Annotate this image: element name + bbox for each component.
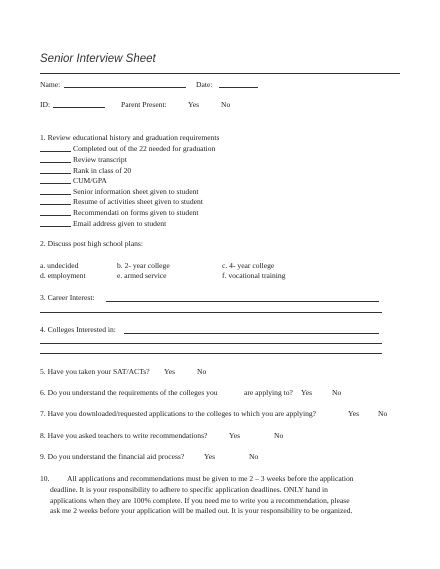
- career-interest-line[interactable]: [106, 301, 379, 302]
- checklist-item: Recommendati on forms given to student: [73, 208, 199, 217]
- q5-no[interactable]: No: [197, 367, 207, 376]
- q10-line: applications when they are 100% complete. If you need me to write you a recommendation, please: [50, 496, 350, 505]
- plan-option-vocational[interactable]: f. vocational training: [222, 271, 286, 280]
- id-label: ID:: [40, 100, 51, 109]
- page-title: Senior Interview Sheet: [40, 53, 156, 65]
- q8-no[interactable]: No: [274, 431, 284, 440]
- q6-yes[interactable]: Yes: [301, 388, 313, 397]
- q9-yes[interactable]: Yes: [204, 452, 216, 461]
- id-field[interactable]: [53, 100, 105, 108]
- section1-heading: 1. Review educational history and graduation requirements: [40, 133, 220, 142]
- checklist-blank[interactable]: [40, 208, 71, 216]
- plan-option-employment[interactable]: d. employment: [40, 271, 86, 280]
- checklist-item: Completed out of the 22 needed for graduation: [73, 144, 216, 153]
- q8-yes[interactable]: Yes: [229, 431, 241, 440]
- checklist-blank[interactable]: [40, 155, 71, 163]
- parent-present-no[interactable]: No: [221, 100, 231, 109]
- q5-text: 5. Have you taken your SAT/ACTs?: [40, 367, 150, 376]
- checklist-item: Rank in class of 20: [73, 166, 132, 175]
- q10-line: All applications and recommendations must be given to me 2 – 3 weeks before the application: [67, 474, 354, 483]
- checklist-blank[interactable]: [40, 197, 71, 205]
- checklist-blank[interactable]: [40, 187, 71, 195]
- checklist-item: Resume of activities sheet given to student: [73, 197, 203, 206]
- plan-option-4yr-college[interactable]: c. 4- year college: [222, 261, 275, 270]
- name-field[interactable]: [64, 80, 186, 88]
- checklist-item: CUM/GPA: [73, 176, 107, 185]
- checklist-item: Email address given to student: [73, 219, 167, 228]
- checklist-blank[interactable]: [40, 219, 71, 227]
- q7-no[interactable]: No: [378, 409, 388, 418]
- career-interest-label: 3. Career Interest:: [40, 293, 95, 302]
- parent-present-yes[interactable]: Yes: [188, 100, 200, 109]
- q9-no[interactable]: No: [249, 452, 259, 461]
- section2-heading: 2. Discuss post high school plans:: [40, 239, 143, 248]
- checklist-blank[interactable]: [40, 144, 71, 152]
- q9-text: 9. Do you understand the financial aid process?: [40, 452, 185, 461]
- date-field[interactable]: [219, 80, 258, 88]
- q10-line: deadline. It is your responsibility to adhere to specific application deadlines. ONLY hand in: [50, 485, 328, 494]
- colleges-line[interactable]: [124, 333, 379, 334]
- name-label: Name:: [40, 80, 61, 89]
- q10-line: ask me 2 weeks before your application will be mailed out. It is your responsibility to be organized.: [50, 506, 353, 515]
- date-label: Date:: [196, 80, 213, 89]
- q6-no[interactable]: No: [332, 388, 342, 397]
- plan-option-armed-service[interactable]: e. armed service: [117, 271, 167, 280]
- colleges-interested-label: 4. Colleges Interested in:: [40, 325, 116, 334]
- q5-yes[interactable]: Yes: [164, 367, 176, 376]
- q7-text: 7. Have you downloaded/requested applications to the colleges to which you are applying?: [40, 409, 317, 418]
- parent-present-label: Parent Present:: [121, 100, 167, 109]
- title-rule: [40, 73, 400, 74]
- plan-option-2yr-college[interactable]: b. 2- year college: [117, 261, 170, 270]
- colleges-line[interactable]: [40, 343, 382, 344]
- plan-option-undecided[interactable]: a. undecided: [40, 261, 79, 270]
- colleges-line[interactable]: [40, 353, 382, 354]
- q8-text: 8. Have you asked teachers to write recommendations?: [40, 431, 208, 440]
- q10-number: 10.: [40, 474, 50, 483]
- career-interest-line[interactable]: [40, 312, 382, 313]
- checklist-item: Senior information sheet given to student: [73, 187, 199, 196]
- q6-text-2: are applying to?: [244, 388, 293, 397]
- q7-yes[interactable]: Yes: [348, 409, 360, 418]
- q6-text: 6. Do you understand the requirements of the colleges you: [40, 388, 218, 397]
- checklist-blank[interactable]: [40, 166, 71, 174]
- checklist-blank[interactable]: [40, 176, 71, 184]
- checklist-item: Review transcript: [73, 155, 127, 164]
